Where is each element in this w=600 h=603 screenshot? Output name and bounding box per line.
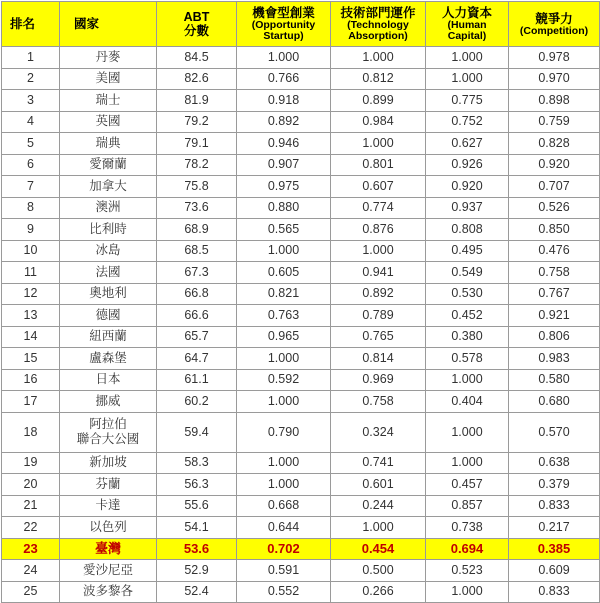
cell-country: 英國 (60, 111, 157, 133)
header-technology-line2: (Technology (347, 19, 409, 31)
table-row (2, 326, 600, 348)
table-row (2, 90, 600, 112)
cell-human: 0.627 (426, 133, 509, 155)
cell-technology: 0.266 (331, 581, 426, 603)
cell-human: 1.000 (426, 452, 509, 474)
cell-country: 加拿大 (60, 176, 157, 198)
table-row (2, 176, 600, 198)
cell-rank: 3 (2, 90, 60, 112)
cell-abt: 58.3 (157, 452, 237, 474)
header-rank-label: 排名 (10, 17, 36, 31)
cell-competition: 0.379 (509, 474, 600, 496)
cell-opportunity: 0.605 (237, 262, 331, 284)
cell-abt: 68.9 (157, 219, 237, 241)
cell-human: 0.380 (426, 326, 509, 348)
cell-human: 0.857 (426, 495, 509, 517)
table-row (2, 197, 600, 219)
cell-rank: 11 (2, 262, 60, 284)
cell-technology: 0.941 (331, 262, 426, 284)
cell-country: 冰島 (60, 240, 157, 262)
header-technology-line3: Absorption) (348, 30, 408, 42)
cell-human: 0.404 (426, 391, 509, 413)
table-row (2, 560, 600, 582)
cell-competition: 0.759 (509, 111, 600, 133)
cell-country: 臺灣 (60, 538, 157, 560)
cell-rank: 2 (2, 68, 60, 90)
cell-opportunity: 0.975 (237, 176, 331, 198)
table-row (2, 111, 600, 133)
cell-technology: 0.601 (331, 474, 426, 496)
cell-opportunity: 0.702 (237, 538, 331, 560)
table-row (2, 283, 600, 305)
cell-country-line2: 聯合大公國 (76, 432, 140, 446)
cell-country (60, 412, 157, 452)
cell-technology: 0.607 (331, 176, 426, 198)
cell-country: 德國 (60, 305, 157, 327)
cell-abt: 84.5 (157, 47, 237, 69)
table-row (2, 262, 600, 284)
cell-country: 日本 (60, 369, 157, 391)
cell-rank: 18 (2, 412, 60, 452)
cell-abt: 52.4 (157, 581, 237, 603)
header-country-label: 國家 (74, 17, 100, 31)
cell-abt: 81.9 (157, 90, 237, 112)
header-abt-line2: 分數 (183, 24, 209, 38)
header-opportunity (237, 2, 331, 47)
cell-opportunity: 0.918 (237, 90, 331, 112)
cell-opportunity: 0.763 (237, 305, 331, 327)
table-row (2, 412, 600, 452)
cell-opportunity: 0.821 (237, 283, 331, 305)
cell-competition: 0.580 (509, 369, 600, 391)
cell-human: 0.578 (426, 348, 509, 370)
cell-opportunity: 0.591 (237, 560, 331, 582)
cell-opportunity: 0.565 (237, 219, 331, 241)
cell-abt: 61.1 (157, 369, 237, 391)
cell-opportunity: 0.552 (237, 581, 331, 603)
cell-abt: 65.7 (157, 326, 237, 348)
cell-competition: 0.898 (509, 90, 600, 112)
cell-rank: 24 (2, 560, 60, 582)
cell-opportunity: 0.946 (237, 133, 331, 155)
header-rank (2, 2, 60, 47)
cell-opportunity: 1.000 (237, 47, 331, 69)
cell-country: 丹麥 (60, 47, 157, 69)
cell-abt: 53.6 (157, 538, 237, 560)
cell-rank: 7 (2, 176, 60, 198)
cell-abt: 60.2 (157, 391, 237, 413)
cell-human: 0.920 (426, 176, 509, 198)
cell-abt: 73.6 (157, 197, 237, 219)
cell-opportunity: 0.668 (237, 495, 331, 517)
cell-technology: 0.814 (331, 348, 426, 370)
cell-human: 0.530 (426, 283, 509, 305)
cell-rank: 25 (2, 581, 60, 603)
cell-abt: 64.7 (157, 348, 237, 370)
header-competition-line1: 競爭力 (535, 11, 573, 26)
cell-competition: 0.758 (509, 262, 600, 284)
cell-technology: 1.000 (331, 47, 426, 69)
cell-country: 愛沙尼亞 (60, 560, 157, 582)
table-row (2, 517, 600, 539)
cell-opportunity: 1.000 (237, 240, 331, 262)
cell-country: 新加坡 (60, 452, 157, 474)
cell-competition: 0.921 (509, 305, 600, 327)
cell-opportunity: 0.965 (237, 326, 331, 348)
cell-technology: 0.758 (331, 391, 426, 413)
cell-rank: 20 (2, 474, 60, 496)
cell-rank: 21 (2, 495, 60, 517)
header-row (2, 2, 600, 47)
cell-country: 卡達 (60, 495, 157, 517)
cell-human: 1.000 (426, 47, 509, 69)
cell-human: 0.752 (426, 111, 509, 133)
cell-rank: 9 (2, 219, 60, 241)
table-row (2, 369, 600, 391)
cell-human: 0.808 (426, 219, 509, 241)
cell-competition: 0.833 (509, 581, 600, 603)
table-row (2, 219, 600, 241)
cell-rank: 5 (2, 133, 60, 155)
header-country (60, 2, 157, 47)
cell-country: 瑞典 (60, 133, 157, 155)
cell-rank: 8 (2, 197, 60, 219)
cell-country: 比利時 (60, 219, 157, 241)
cell-human: 1.000 (426, 412, 509, 452)
cell-abt: 78.2 (157, 154, 237, 176)
cell-technology: 0.500 (331, 560, 426, 582)
cell-opportunity: 1.000 (237, 452, 331, 474)
cell-competition: 0.476 (509, 240, 600, 262)
cell-opportunity: 1.000 (237, 348, 331, 370)
header-opportunity-line2: (Opportunity (251, 19, 316, 31)
cell-competition: 0.978 (509, 47, 600, 69)
cell-abt: 54.1 (157, 517, 237, 539)
cell-competition: 0.609 (509, 560, 600, 582)
cell-technology: 0.812 (331, 68, 426, 90)
cell-country: 瑞士 (60, 90, 157, 112)
cell-technology: 0.969 (331, 369, 426, 391)
cell-abt: 67.3 (157, 262, 237, 284)
cell-technology: 0.789 (331, 305, 426, 327)
cell-technology: 0.454 (331, 538, 426, 560)
cell-rank: 1 (2, 47, 60, 69)
cell-competition: 0.833 (509, 495, 600, 517)
table-row (2, 154, 600, 176)
cell-rank: 4 (2, 111, 60, 133)
abt-ranking-table (1, 1, 600, 603)
table-row (2, 538, 600, 560)
cell-abt: 82.6 (157, 68, 237, 90)
cell-abt: 68.5 (157, 240, 237, 262)
cell-country: 澳洲 (60, 197, 157, 219)
cell-opportunity: 1.000 (237, 391, 331, 413)
cell-abt: 52.9 (157, 560, 237, 582)
header-human-line3: Capital) (447, 30, 487, 42)
cell-competition: 0.806 (509, 326, 600, 348)
table-row (2, 452, 600, 474)
header-human-line1: 人力資本 (441, 6, 492, 20)
cell-competition: 0.680 (509, 391, 600, 413)
cell-abt: 66.8 (157, 283, 237, 305)
cell-technology: 0.324 (331, 412, 426, 452)
table-row (2, 305, 600, 327)
cell-competition: 0.828 (509, 133, 600, 155)
cell-country: 盧森堡 (60, 348, 157, 370)
cell-rank: 12 (2, 283, 60, 305)
cell-country: 挪威 (60, 391, 157, 413)
cell-rank: 14 (2, 326, 60, 348)
header-human (426, 2, 509, 47)
table-row (2, 495, 600, 517)
cell-competition: 0.983 (509, 348, 600, 370)
cell-opportunity: 0.592 (237, 369, 331, 391)
cell-rank: 17 (2, 391, 60, 413)
cell-opportunity: 0.790 (237, 412, 331, 452)
cell-human: 0.549 (426, 262, 509, 284)
cell-competition: 0.850 (509, 219, 600, 241)
cell-technology: 0.899 (331, 90, 426, 112)
cell-technology: 0.876 (331, 219, 426, 241)
table-row (2, 348, 600, 370)
cell-abt: 79.1 (157, 133, 237, 155)
cell-opportunity: 1.000 (237, 474, 331, 496)
table-row (2, 391, 600, 413)
cell-competition: 0.638 (509, 452, 600, 474)
cell-abt: 59.4 (157, 412, 237, 452)
cell-rank: 10 (2, 240, 60, 262)
cell-technology: 0.892 (331, 283, 426, 305)
table-row (2, 240, 600, 262)
cell-country-line1: 阿拉伯 (89, 417, 127, 431)
cell-human: 0.738 (426, 517, 509, 539)
cell-human: 0.457 (426, 474, 509, 496)
header-abt (157, 2, 237, 47)
cell-competition: 0.385 (509, 538, 600, 560)
header-competition-line2: (Competition) (519, 24, 589, 37)
cell-competition: 0.707 (509, 176, 600, 198)
cell-technology: 0.984 (331, 111, 426, 133)
cell-abt: 75.8 (157, 176, 237, 198)
cell-rank: 13 (2, 305, 60, 327)
cell-opportunity: 0.766 (237, 68, 331, 90)
cell-technology: 0.244 (331, 495, 426, 517)
cell-technology: 1.000 (331, 133, 426, 155)
cell-human: 1.000 (426, 369, 509, 391)
cell-human: 0.926 (426, 154, 509, 176)
table-row (2, 133, 600, 155)
header-human-line2: (Human (447, 19, 487, 31)
cell-abt: 79.2 (157, 111, 237, 133)
table-row (2, 474, 600, 496)
table-body (2, 47, 600, 603)
cell-country: 紐西蘭 (60, 326, 157, 348)
cell-competition: 0.970 (509, 68, 600, 90)
cell-opportunity: 0.907 (237, 154, 331, 176)
cell-technology: 1.000 (331, 517, 426, 539)
cell-rank: 15 (2, 348, 60, 370)
cell-technology: 0.741 (331, 452, 426, 474)
cell-country: 法國 (60, 262, 157, 284)
cell-abt: 55.6 (157, 495, 237, 517)
table-row (2, 581, 600, 603)
cell-country: 波多黎各 (60, 581, 157, 603)
cell-human: 0.495 (426, 240, 509, 262)
cell-country: 美國 (60, 68, 157, 90)
header-opportunity-line1: 機會型創業 (252, 6, 315, 20)
header-opportunity-line3: Startup) (263, 30, 304, 42)
cell-rank: 16 (2, 369, 60, 391)
cell-country: 芬蘭 (60, 474, 157, 496)
cell-technology: 0.765 (331, 326, 426, 348)
cell-country: 以色列 (60, 517, 157, 539)
cell-human: 0.937 (426, 197, 509, 219)
cell-human: 0.694 (426, 538, 509, 560)
cell-opportunity: 0.892 (237, 111, 331, 133)
header-technology-line1: 技術部門運作 (340, 6, 416, 20)
cell-rank: 22 (2, 517, 60, 539)
cell-human: 0.775 (426, 90, 509, 112)
cell-technology: 0.774 (331, 197, 426, 219)
table-row (2, 47, 600, 69)
table-header (2, 2, 600, 47)
cell-human: 1.000 (426, 68, 509, 90)
cell-competition: 0.767 (509, 283, 600, 305)
cell-competition: 0.217 (509, 517, 600, 539)
cell-technology: 0.801 (331, 154, 426, 176)
cell-country: 奧地利 (60, 283, 157, 305)
cell-rank: 23 (2, 538, 60, 560)
cell-competition: 0.920 (509, 154, 600, 176)
header-abt-line1: ABT (183, 10, 210, 24)
cell-abt: 66.6 (157, 305, 237, 327)
cell-human: 0.523 (426, 560, 509, 582)
header-technology (331, 2, 426, 47)
cell-competition: 0.570 (509, 412, 600, 452)
cell-rank: 19 (2, 452, 60, 474)
cell-opportunity: 0.880 (237, 197, 331, 219)
cell-rank: 6 (2, 154, 60, 176)
cell-technology: 1.000 (331, 240, 426, 262)
header-competition (509, 2, 600, 47)
cell-country: 愛爾蘭 (60, 154, 157, 176)
cell-opportunity: 0.644 (237, 517, 331, 539)
cell-human: 1.000 (426, 581, 509, 603)
cell-human: 0.452 (426, 305, 509, 327)
cell-competition: 0.526 (509, 197, 600, 219)
table-row (2, 68, 600, 90)
cell-abt: 56.3 (157, 474, 237, 496)
